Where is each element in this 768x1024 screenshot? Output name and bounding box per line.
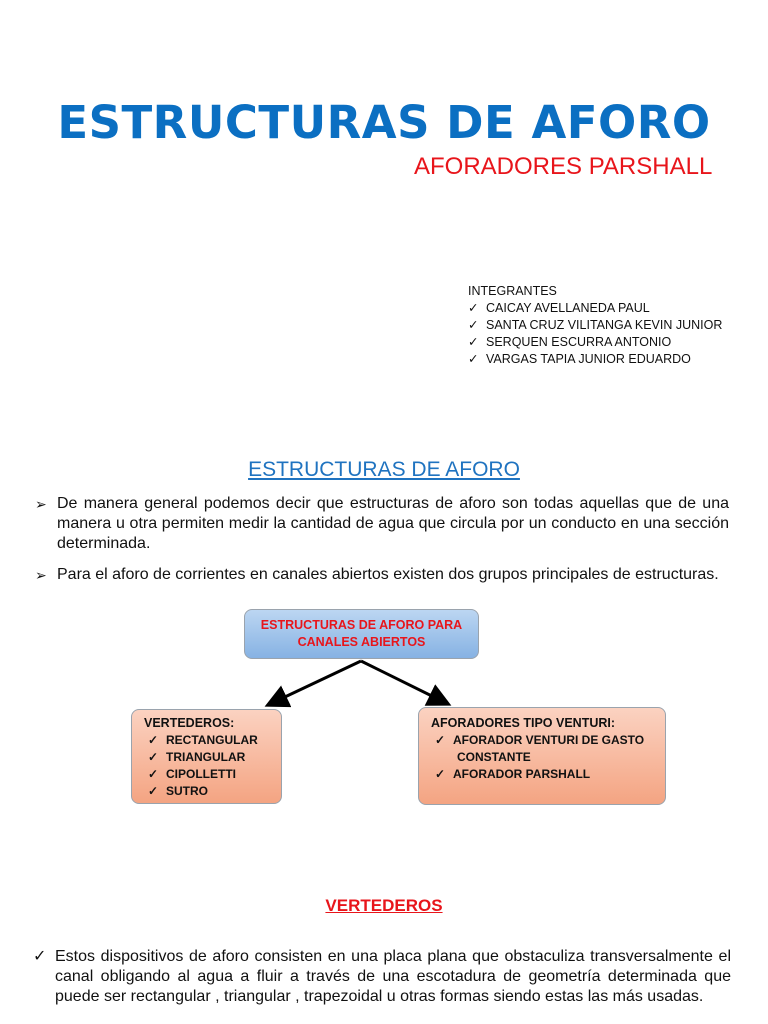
- diagram-vertederos-box: [131, 709, 282, 804]
- check-icon: ✓: [148, 784, 159, 798]
- check-icon: ✓: [435, 767, 446, 781]
- paragraph: ➢ Para el aforo de corrientes en canales abiertos existen dos grupos principales de estructuras.: [35, 566, 719, 583]
- arrow-left: [270, 661, 361, 704]
- root-label-line2: CANALES ABIERTOS: [297, 635, 426, 649]
- list-item: ✓ TRIANGULAR: [148, 750, 246, 764]
- list-item: ✓ AFORADOR PARSHALL: [435, 767, 591, 781]
- check-icon: ✓: [468, 352, 479, 366]
- box-title: AFORADORES TIPO VENTURI:: [431, 716, 616, 730]
- member-item: ✓ SERQUEN ESCURRA ANTONIO: [468, 335, 672, 349]
- check-icon: ✓: [33, 948, 47, 965]
- check-icon: ✓: [148, 767, 159, 781]
- check-icon: ✓: [468, 318, 479, 332]
- box-title: VERTEDEROS:: [144, 716, 235, 730]
- member-item: ✓ CAICAY AVELLANEDA PAUL: [468, 301, 650, 315]
- section-title: ESTRUCTURAS DE AFORO: [248, 458, 520, 481]
- page-title: ESTRUCTURAS DE AFORO: [57, 96, 711, 149]
- arrow-bullet-icon: ➢: [35, 496, 47, 512]
- diagram-root-box: [244, 609, 479, 659]
- list-item: ✓ CIPOLLETTI: [148, 767, 236, 781]
- page-subtitle: AFORADORES PARSHALL: [414, 153, 713, 180]
- check-icon: ✓: [435, 733, 446, 747]
- diagram-venturi-box: [418, 707, 666, 805]
- arrow-right: [361, 661, 446, 703]
- list-item: ✓ SUTRO: [148, 784, 208, 798]
- check-icon: ✓: [148, 733, 159, 747]
- list-item: ✓ RECTANGULAR: [148, 733, 258, 747]
- check-icon: ✓: [148, 750, 159, 764]
- list-item-continuation: CONSTANTE: [457, 750, 531, 764]
- section-title: VERTEDEROS: [325, 896, 443, 915]
- check-icon: ✓: [468, 301, 479, 315]
- arrow-bullet-icon: ➢: [35, 567, 47, 583]
- member-item: ✓ VARGAS TAPIA JUNIOR EDUARDO: [468, 352, 691, 366]
- paragraph: ✓ Estos dispositivos de aforo consisten en una placa plana que obstaculiza transversalmente el canal obligando al agua a fluir a través de una escotadura de geometría determinada que puede ser rectangular , triangular , trapezoidal u otras formas siendo estas las más usadas.: [33, 948, 731, 1005]
- root-label-line1: ESTRUCTURAS DE AFORO PARA: [260, 618, 463, 632]
- paragraph: ➢ De manera general podemos decir que estructuras de aforo son todas aquellas que de una manera u otra permiten medir la cantidad de agua que circula por un conducto en una sección determinada.: [35, 495, 729, 552]
- members-heading: INTEGRANTES: [468, 284, 557, 298]
- list-item: ✓ AFORADOR VENTURI DE GASTO: [435, 733, 645, 747]
- check-icon: ✓: [468, 335, 479, 349]
- member-item: ✓ SANTA CRUZ VILITANGA KEVIN JUNIOR: [468, 318, 723, 332]
